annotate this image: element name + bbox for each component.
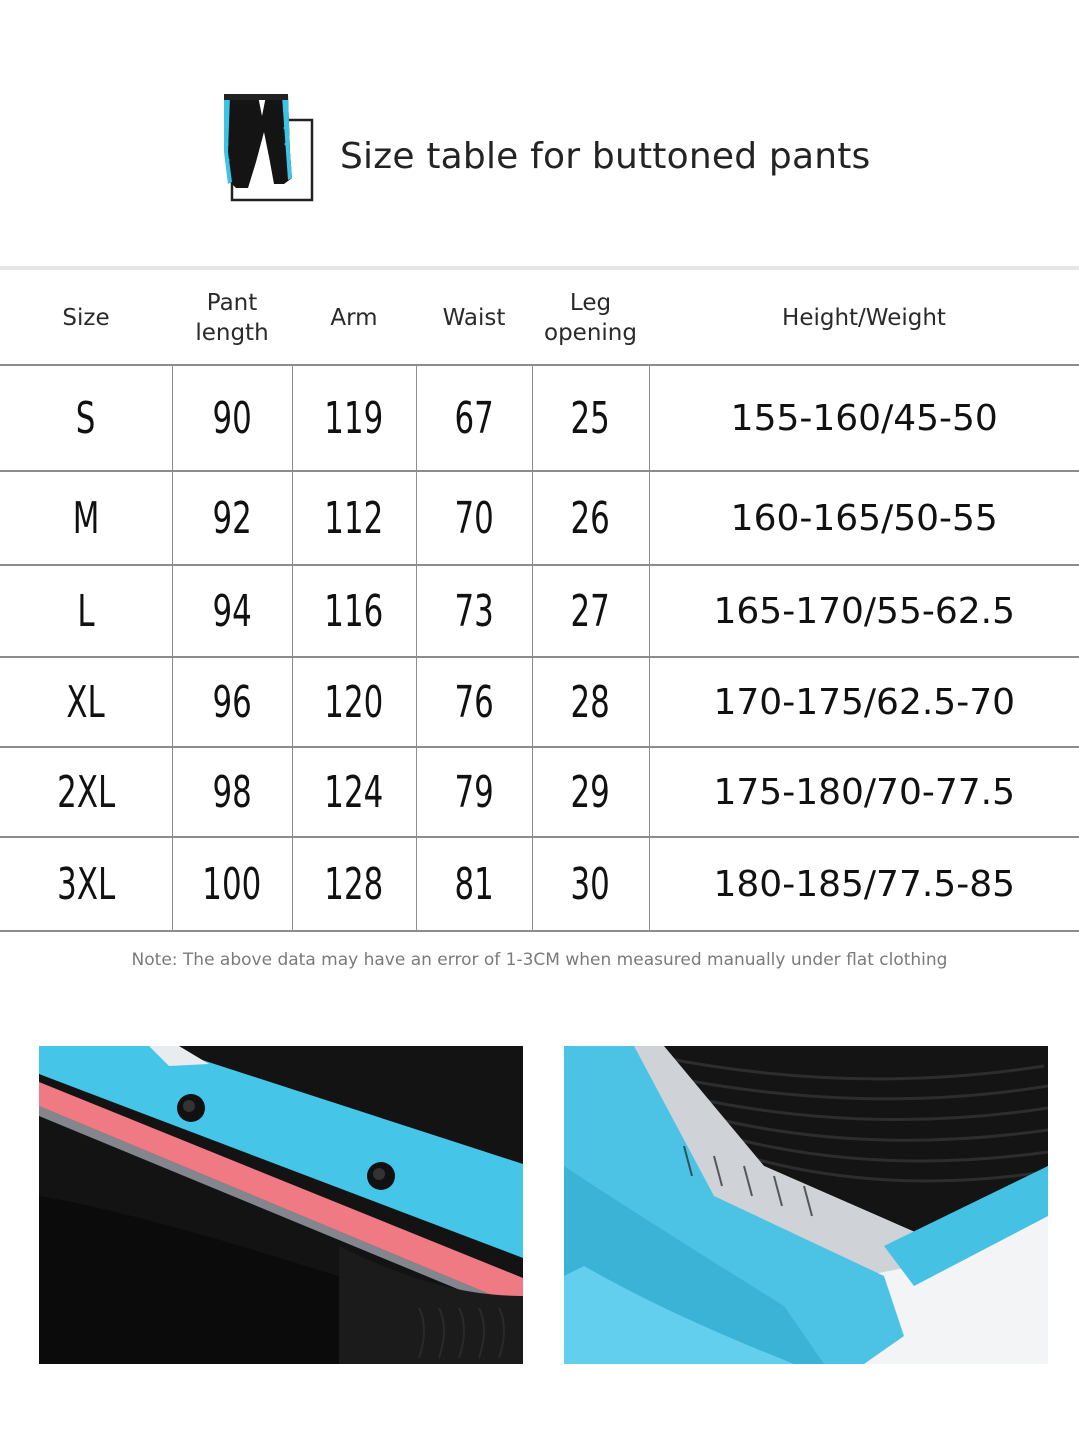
header-leg-opening: Leg opening bbox=[532, 272, 649, 365]
height-weight-cell: 160-165/50-55 bbox=[649, 471, 1079, 565]
pant-length-cell: 92 bbox=[172, 471, 292, 565]
leg-opening-cell: 26 bbox=[532, 471, 649, 565]
size-cell: 2XL bbox=[0, 747, 172, 837]
size-cell: 3XL bbox=[0, 837, 172, 931]
leg-opening-cell: 28 bbox=[532, 657, 649, 747]
arm-cell: 120 bbox=[292, 657, 416, 747]
header-arm: Arm bbox=[292, 272, 416, 365]
waist-cell: 79 bbox=[416, 747, 532, 837]
table-header-row bbox=[0, 272, 1079, 365]
leg-opening-cell: 30 bbox=[532, 837, 649, 931]
table-row bbox=[0, 747, 1079, 837]
page-title: Size table for buttoned pants bbox=[340, 136, 871, 177]
table-row bbox=[0, 471, 1079, 565]
pant-length-cell: 100 bbox=[172, 837, 292, 931]
size-cell: XL bbox=[0, 657, 172, 747]
table-row bbox=[0, 565, 1079, 657]
waist-cell: 73 bbox=[416, 565, 532, 657]
height-weight-cell: 175-180/70-77.5 bbox=[649, 747, 1079, 837]
table-row bbox=[0, 365, 1079, 471]
header-waist: Waist bbox=[416, 272, 532, 365]
arm-cell: 124 bbox=[292, 747, 416, 837]
height-weight-cell: 165-170/55-62.5 bbox=[649, 565, 1079, 657]
header-pant-length: Pant length bbox=[172, 272, 292, 365]
pant-length-cell: 98 bbox=[172, 747, 292, 837]
waist-cell: 70 bbox=[416, 471, 532, 565]
leg-opening-cell: 25 bbox=[532, 365, 649, 471]
size-cell: L bbox=[0, 565, 172, 657]
waist-cell: 81 bbox=[416, 837, 532, 931]
pant-length-cell: 94 bbox=[172, 565, 292, 657]
leg-opening-cell: 29 bbox=[532, 747, 649, 837]
header bbox=[0, 0, 1079, 250]
waist-cell: 67 bbox=[416, 365, 532, 471]
size-cell: M bbox=[0, 471, 172, 565]
height-weight-cell: 170-175/62.5-70 bbox=[649, 657, 1079, 747]
pant-length-cell: 96 bbox=[172, 657, 292, 747]
button-strip-closeup-photo bbox=[39, 1046, 523, 1364]
pants-thumbnail-icon bbox=[218, 92, 314, 202]
leg-opening-cell: 27 bbox=[532, 565, 649, 657]
arm-cell: 116 bbox=[292, 565, 416, 657]
arm-cell: 119 bbox=[292, 365, 416, 471]
elastic-waistband-closeup-photo bbox=[564, 1046, 1048, 1364]
height-weight-cell: 155-160/45-50 bbox=[649, 365, 1079, 471]
header-height-weight: Height/Weight bbox=[649, 272, 1079, 365]
table-row bbox=[0, 837, 1079, 931]
table-top-divider bbox=[0, 266, 1079, 270]
header-size: Size bbox=[0, 272, 172, 365]
size-table bbox=[0, 272, 1079, 932]
arm-cell: 128 bbox=[292, 837, 416, 931]
measurement-note: Note: The above data may have an error of 1-3CM when measured manually under flat clothing bbox=[131, 950, 948, 970]
arm-cell: 112 bbox=[292, 471, 416, 565]
table-row bbox=[0, 657, 1079, 747]
waist-cell: 76 bbox=[416, 657, 532, 747]
pant-length-cell: 90 bbox=[172, 365, 292, 471]
size-cell: S bbox=[0, 365, 172, 471]
height-weight-cell: 180-185/77.5-85 bbox=[649, 837, 1079, 931]
